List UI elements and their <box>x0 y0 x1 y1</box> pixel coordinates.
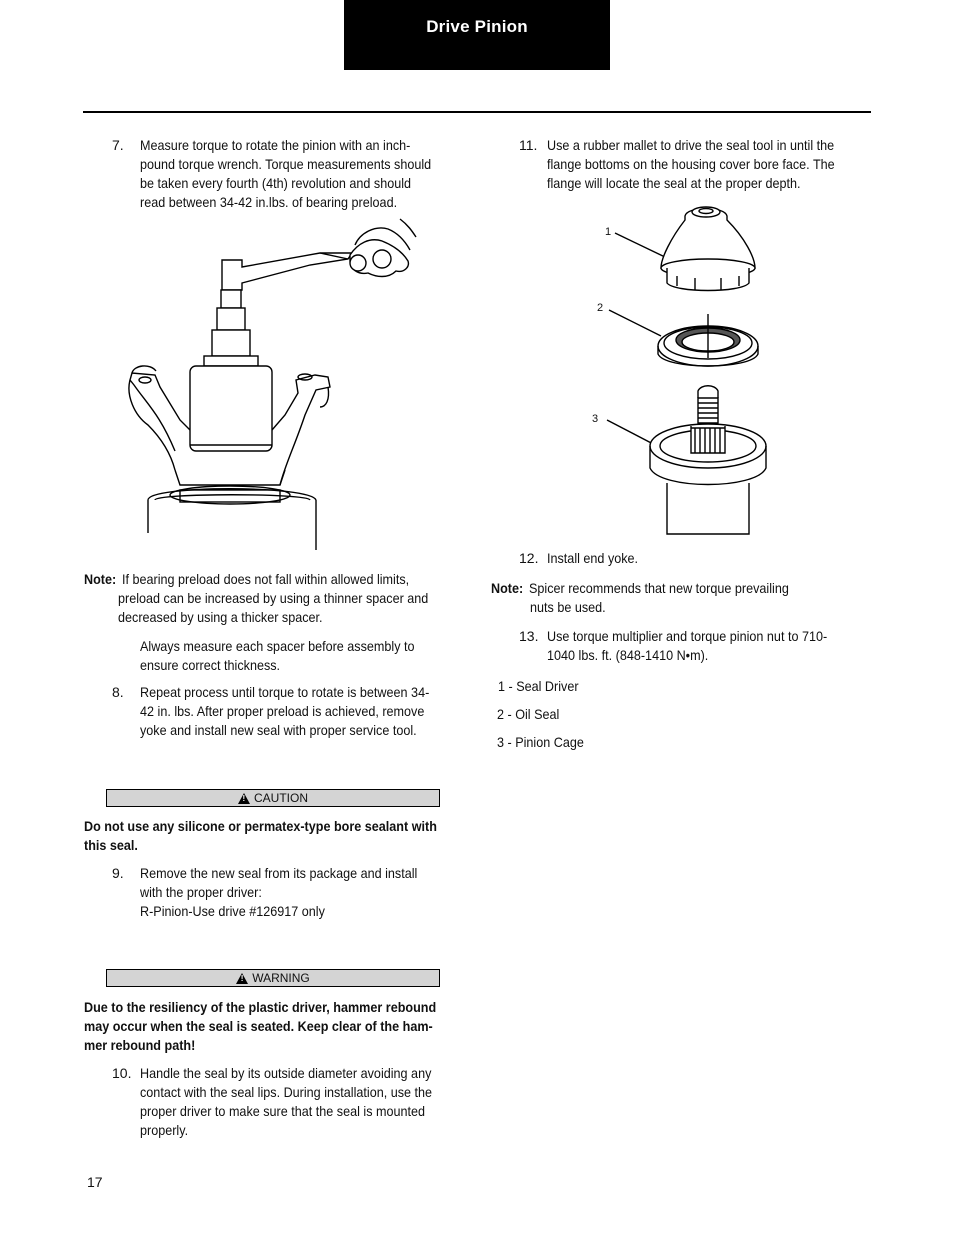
step-9-number: 9. <box>112 865 124 881</box>
line: Handle the seal by its outside diameter avoiding any <box>140 1065 432 1081</box>
line: contact with the seal lips. During installation, use the <box>140 1084 433 1100</box>
step-13-text <box>547 627 871 665</box>
line: this seal. <box>84 837 138 853</box>
note-2-first-line: Spicer recommends that new torque prevailing <box>529 580 789 596</box>
warning-banner <box>106 969 440 987</box>
line: may occur when the seal is seated. Keep clear of the ham- <box>84 1018 433 1034</box>
legend-item-3: 3 - Pinion Cage <box>497 734 584 750</box>
line: proper driver to make sure that the seal is mounted <box>140 1103 426 1119</box>
line: Always measure each spacer before assembly to <box>140 638 415 654</box>
line: 1040 lbs. ft. (848-1410 N•m). <box>547 647 709 663</box>
caution-label: CAUTION <box>254 791 308 805</box>
step-11-number: 11. <box>519 137 538 153</box>
legend-item-2: 2 - Oil Seal <box>497 706 560 722</box>
seal-installation-illustration <box>605 198 780 538</box>
line: 42 in. lbs. After proper preload is achieved, remove <box>140 703 425 719</box>
legend-item-1: 1 - Seal Driver <box>498 678 579 694</box>
caution-text <box>84 817 462 855</box>
step-7-number: 7. <box>112 137 124 153</box>
line: decreased by using a thicker spacer. <box>118 609 323 625</box>
line: mer rebound path! <box>84 1037 196 1053</box>
caution-banner <box>106 789 440 807</box>
callout-1: 1 <box>605 226 612 238</box>
note-text-first-line: If bearing preload does not fall within allowed limits, <box>122 571 410 587</box>
step-8-text <box>140 683 460 740</box>
line: pound torque wrench. Torque measurements should <box>140 156 432 172</box>
line: Measure torque to rotate the pinion with an inch- <box>140 137 411 153</box>
note-2-label: Note: <box>491 580 524 596</box>
line: Use torque multiplier and torque pinion nut to 710- <box>547 628 828 644</box>
step-10-number: 10. <box>112 1065 132 1081</box>
line: Remove the new seal from its package and install <box>140 865 418 881</box>
line: Use a rubber mallet to drive the seal tool in until the <box>547 137 835 153</box>
line: properly. <box>140 1122 189 1138</box>
line: flange bottoms on the housing cover bore face. The <box>547 156 835 172</box>
step-12-number: 12. <box>519 550 539 566</box>
step-8-number: 8. <box>112 684 124 700</box>
section-title: Drive Pinion <box>426 17 528 36</box>
line: Due to the resiliency of the plastic driver, hammer rebound <box>84 999 437 1015</box>
step-13-number: 13. <box>519 628 539 644</box>
callout-2: 2 <box>597 302 604 314</box>
step-11-text <box>547 136 871 193</box>
callout-3: 3 <box>592 413 599 425</box>
warning-label: WARNING <box>252 971 310 985</box>
warning-text <box>84 998 462 1055</box>
step-7-text <box>140 136 460 212</box>
line: R-Pinion-Use drive #126917 only <box>140 903 325 919</box>
note-2-second-line: nuts be used. <box>530 599 606 615</box>
section-header <box>344 0 610 70</box>
line: Do not use any silicone or permatex-type bore sealant with <box>84 818 437 834</box>
line: Repeat process until torque to rotate is between 34- <box>140 684 430 700</box>
line: be taken every fourth (4th) revolution and should <box>140 175 412 191</box>
note-text-continued <box>118 589 456 627</box>
line: read between 34-42 in.lbs. of bearing preload. <box>140 194 398 210</box>
torque-wrench-illustration <box>120 215 420 555</box>
line: ensure correct thickness. <box>140 657 281 673</box>
page-number: 17 <box>87 1174 103 1190</box>
warning-triangle-icon <box>238 793 250 804</box>
warning-triangle-icon <box>236 973 248 984</box>
spacer-note <box>140 637 446 675</box>
step-9-text <box>140 864 460 921</box>
line: flange will locate the seal at the proper depth. <box>547 175 801 191</box>
step-12-text: Install end yoke. <box>547 550 639 566</box>
line: with the proper driver: <box>140 884 262 900</box>
note-label: Note: <box>84 571 117 587</box>
line: preload can be increased by using a thinner spacer and <box>118 590 429 606</box>
step-10-text <box>140 1064 464 1140</box>
line: yoke and install new seal with proper service tool. <box>140 722 417 738</box>
header-rule <box>83 111 871 113</box>
